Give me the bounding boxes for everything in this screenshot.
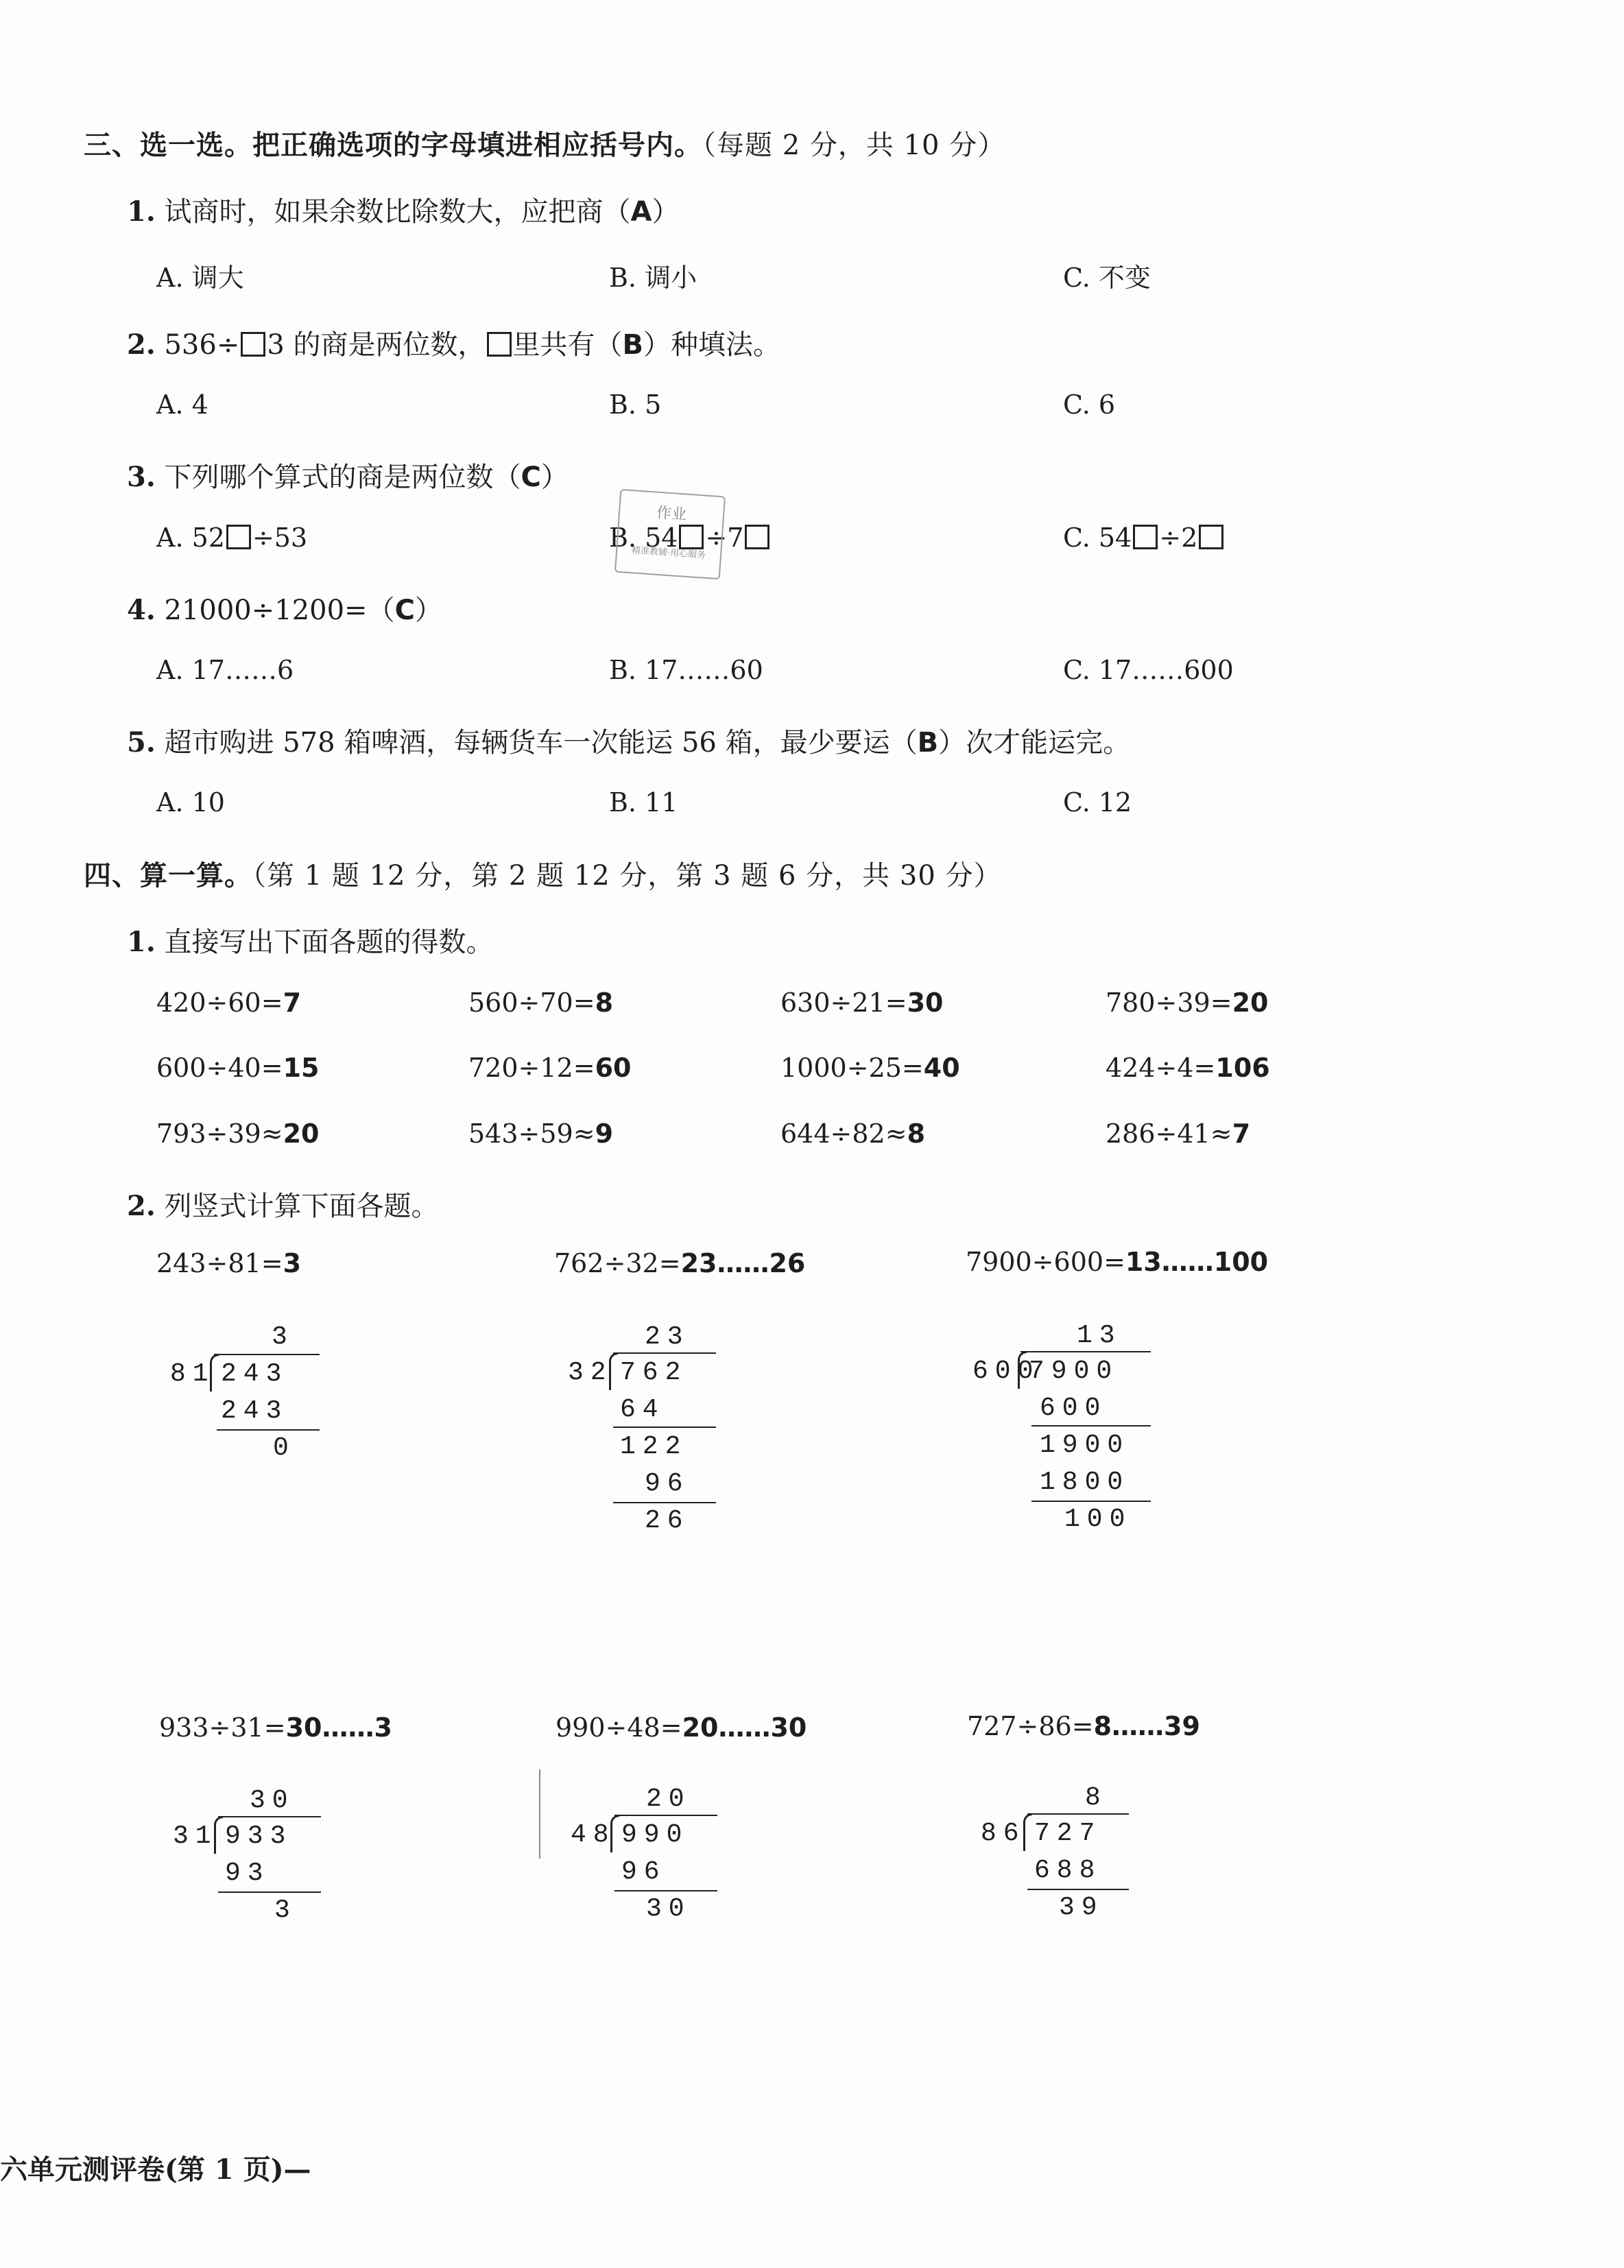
vertical-expr-4: 933÷31=30……3 xyxy=(159,1712,392,1743)
blank-box-icon xyxy=(1133,525,1158,549)
oral-item: 424÷4=106 xyxy=(1106,1053,1270,1083)
step: 1900 xyxy=(1040,1431,1130,1460)
question-1: 1. 试商时，如果余数比除数大，应把商（A） xyxy=(127,195,680,228)
question-3: 3. 下列哪个算式的商是两位数（C） xyxy=(127,461,569,493)
q2-option-a: A. 4 xyxy=(156,390,208,420)
blank-box-icon xyxy=(745,525,769,549)
oral-item: 720÷12=60 xyxy=(468,1053,632,1083)
page-footer: 六单元测评卷(第 1 页)— xyxy=(0,2153,311,2186)
remainder: 26 xyxy=(645,1506,690,1536)
step: 600 xyxy=(1040,1394,1108,1423)
answer-4: C xyxy=(394,595,415,626)
question-2: 2. 536÷ 3 的商是两位数， 里共有（B）种填法。 xyxy=(127,329,781,361)
vertical-expr-6: 727÷86=8……39 xyxy=(967,1711,1200,1741)
question-4: 4. 21000÷1200=（C） xyxy=(127,594,442,626)
q5-option-c: C. 12 xyxy=(1063,787,1132,817)
step: 96 xyxy=(621,1857,667,1887)
quotient: 8 xyxy=(1085,1783,1108,1813)
q4-option-c: C. 17……600 xyxy=(1063,655,1234,685)
step: 688 xyxy=(1034,1856,1102,1885)
remainder: 39 xyxy=(1059,1893,1104,1922)
step: 93 xyxy=(225,1859,270,1888)
oral-item: 1000÷25=40 xyxy=(780,1053,960,1083)
q1-option-c: C. 不变 xyxy=(1063,263,1151,293)
remainder: 30 xyxy=(646,1894,691,1924)
remainder: 100 xyxy=(1064,1505,1132,1534)
dividend: 727 xyxy=(1034,1819,1102,1848)
scan-mark xyxy=(539,1769,540,1859)
q4-2-heading: 2. 列竖式计算下面各题。 xyxy=(127,1190,439,1222)
q4-1-heading: 1. 直接写出下面各题的得数。 xyxy=(127,926,494,958)
vertical-expr-5: 990÷48=20……30 xyxy=(556,1712,807,1743)
quotient: 20 xyxy=(646,1784,691,1814)
step: 243 xyxy=(221,1396,289,1426)
answer-5: B xyxy=(917,727,939,759)
q5-option-b: B. 11 xyxy=(609,787,678,817)
oral-item: 630÷21=30 xyxy=(780,988,944,1018)
divisor: 81 xyxy=(170,1359,215,1389)
dividend: 933 xyxy=(225,1822,293,1851)
q2-option-b: B. 5 xyxy=(609,390,662,420)
q4-option-b: B. 17……60 xyxy=(609,655,763,685)
oral-item: 560÷70=8 xyxy=(468,988,614,1018)
step: 96 xyxy=(645,1469,690,1499)
q2-option-c: C. 6 xyxy=(1063,390,1116,420)
divisor: 600 xyxy=(972,1357,1040,1386)
oral-item: 286÷41≈7 xyxy=(1106,1119,1251,1149)
divisor: 48 xyxy=(571,1820,616,1850)
vertical-expr-2: 762÷32=23……26 xyxy=(554,1248,806,1278)
publisher-stamp: 作业 精准教辅·用心服务 xyxy=(614,489,726,580)
oral-item: 600÷40=15 xyxy=(156,1053,320,1083)
quotient: 30 xyxy=(250,1786,295,1815)
divisor: 31 xyxy=(173,1822,218,1851)
q1-option-b: B. 调小 xyxy=(609,263,697,293)
answer-3: C xyxy=(521,462,541,493)
dividend: 990 xyxy=(621,1820,689,1850)
q1-option-a: A. 调大 xyxy=(156,263,244,293)
q5-option-a: A. 10 xyxy=(156,787,225,817)
oral-item: 793÷39≈20 xyxy=(156,1119,320,1149)
section3-title: 三、选一选。把正确选项的字母填进相应括号内。（每题 2 分，共 10 分） xyxy=(84,129,1006,161)
blank-box-icon xyxy=(487,332,512,357)
vertical-expr-1: 243÷81=3 xyxy=(156,1248,302,1278)
quotient: 23 xyxy=(645,1322,690,1352)
q4-option-a: A. 17……6 xyxy=(156,655,294,685)
oral-item: 644÷82≈8 xyxy=(780,1119,926,1149)
answer-1: A xyxy=(630,196,652,228)
divisor: 86 xyxy=(981,1819,1026,1848)
remainder: 0 xyxy=(273,1433,296,1463)
blank-box-icon xyxy=(226,525,251,549)
oral-item: 780÷39=20 xyxy=(1106,988,1269,1018)
dividend: 243 xyxy=(221,1359,289,1389)
section4-title: 四、算一算。（第 1 题 12 分，第 2 题 12 分，第 3 题 6 分，共 30 分） xyxy=(84,859,1002,892)
dividend: 762 xyxy=(620,1358,688,1387)
vertical-expr-3: 7900÷600=13……100 xyxy=(966,1247,1269,1277)
quotient: 3 xyxy=(272,1322,294,1352)
blank-box-icon xyxy=(241,332,265,357)
divisor: 32 xyxy=(568,1358,613,1387)
q3-option-c: C. 54 ÷2 xyxy=(1063,523,1225,553)
oral-item: 543÷59≈9 xyxy=(468,1119,614,1149)
step: 64 xyxy=(620,1395,665,1424)
dividend: 7900 xyxy=(1029,1357,1119,1386)
answer-2: B xyxy=(622,329,644,361)
blank-box-icon xyxy=(1199,525,1223,549)
quotient: 13 xyxy=(1077,1321,1122,1350)
step: 122 xyxy=(620,1432,688,1461)
question-5: 5. 超市购进 578 箱啤酒，每辆货车一次能运 56 箱，最少要运（B）次才能运完。 xyxy=(127,726,1131,759)
oral-item: 420÷60=7 xyxy=(156,988,302,1018)
q3-option-b: B. 54 ÷7 xyxy=(609,523,771,553)
step: 1800 xyxy=(1040,1468,1130,1497)
remainder: 3 xyxy=(274,1896,297,1925)
q3-option-a: A. 52 ÷53 xyxy=(156,523,308,553)
